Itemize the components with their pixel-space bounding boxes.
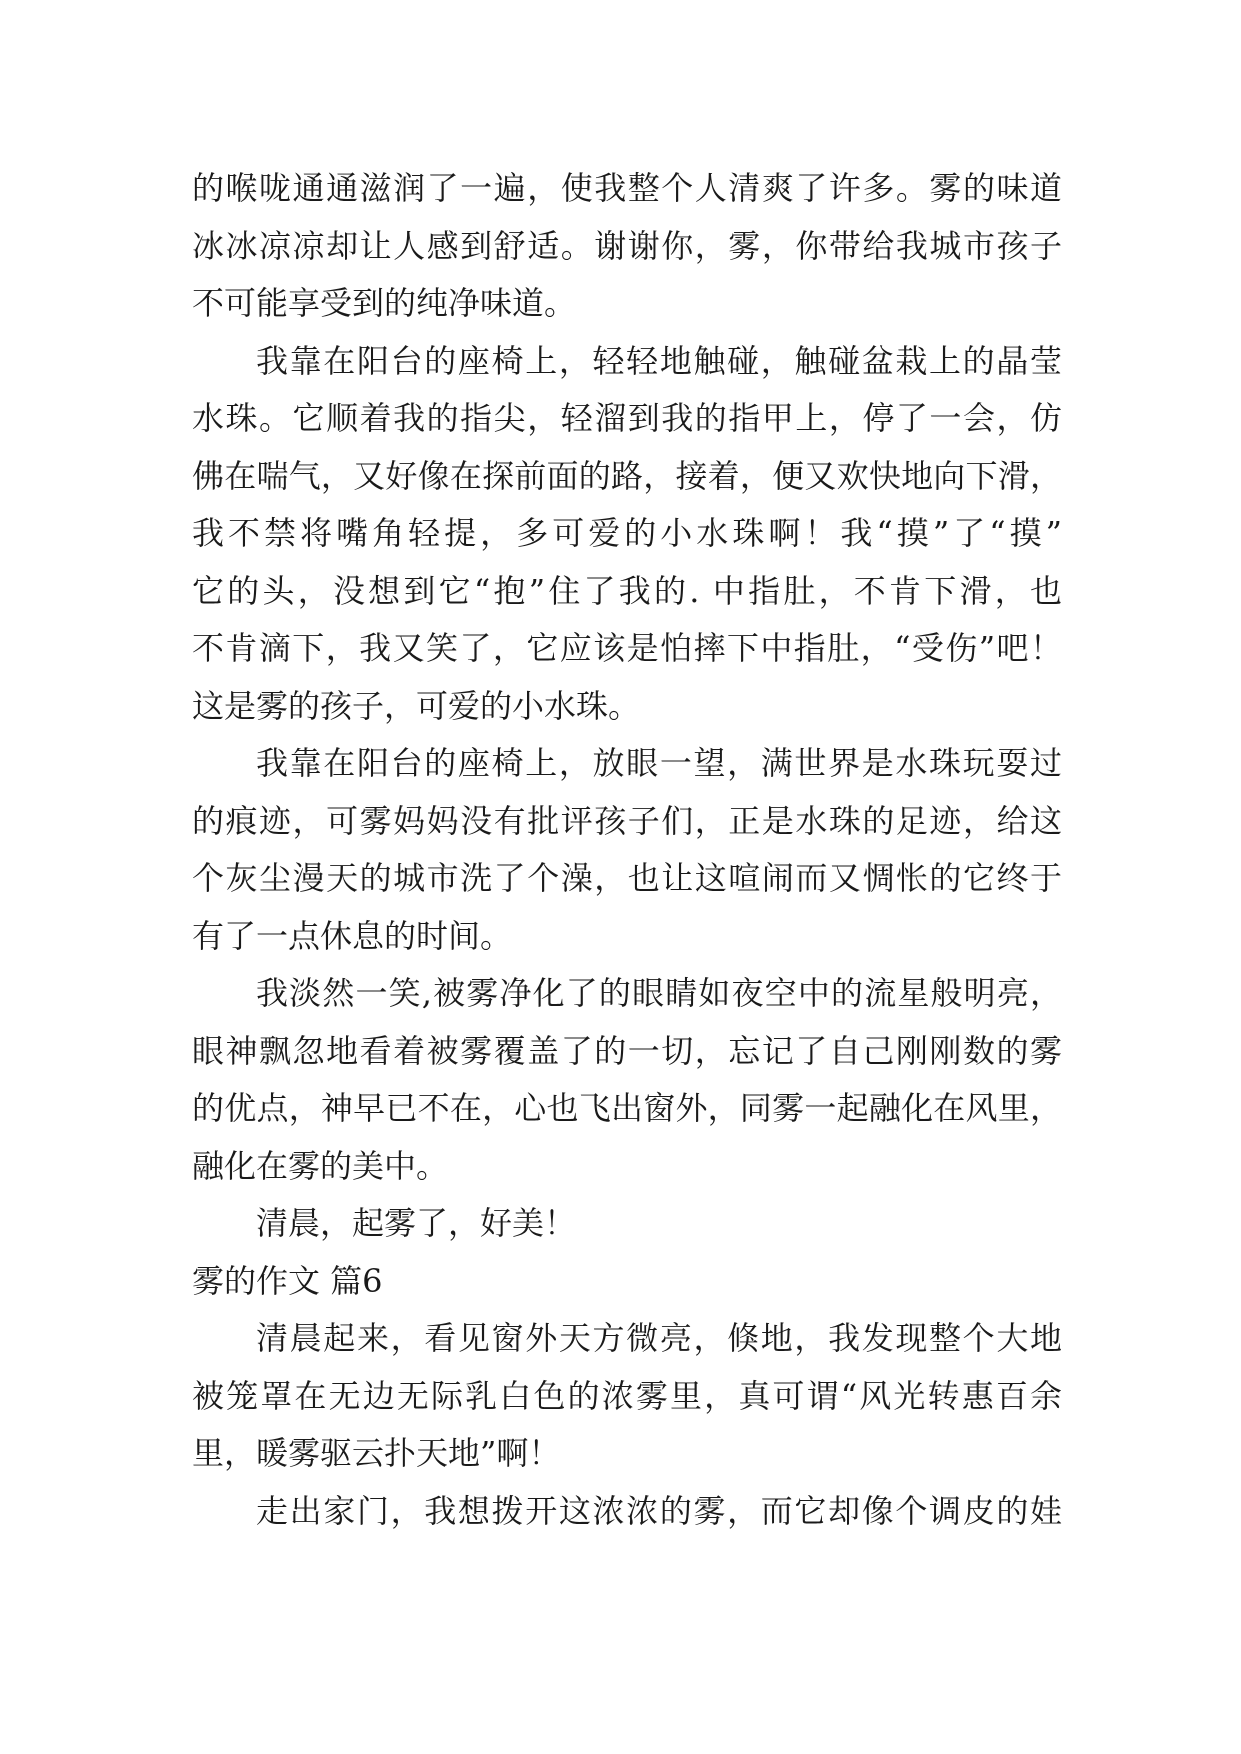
text-line: 不可能享受到的纯净味道。	[192, 284, 577, 322]
essay-text	[192, 160, 1062, 1540]
text-line: 冰冰凉凉却让人感到舒适。谢谢你，雾，你带给我城市孩子	[192, 226, 1062, 265]
text-line: 里，暖雾驱云扑天地”啊！	[192, 1434, 561, 1472]
text-line: 有了一点休息的时间。	[192, 916, 513, 955]
text-line: 它的头，没想到它“抱”住了我的. 中指肚，不肯下滑，也	[192, 571, 1062, 610]
text-line: 我靠在阳台的座椅上，放眼一望，满世界是水珠玩耍过	[256, 744, 1062, 782]
text-line: 佛在喘气，又好像在探前面的路，接着，便又欢快地向下滑，	[192, 456, 1062, 495]
text-line: 眼神飘忽地看着被雾覆盖了的一切，忘记了自己刚刚数的雾	[192, 1031, 1062, 1070]
text-line: 我靠在阳台的座椅上，轻轻地触碰，触碰盆栽上的晶莹	[256, 341, 1062, 380]
text-line: 不肯滴下，我又笑了，它应该是怕摔下中指肚，“受伤”吧！	[192, 629, 1062, 667]
text-line: 走出家门，我想拨开这浓浓的雾，而它却像个调皮的娃	[256, 1491, 1062, 1530]
text-line: 个灰尘漫天的城市洗了个澡，也让这喧闹而又惆怅的它终于	[192, 859, 1062, 897]
text-line: 清晨起来，看见窗外天方微亮，倏地，我发现整个大地	[256, 1319, 1062, 1357]
text-line: 我淡然一笑,被雾净化了的眼睛如夜空中的流星般明亮，	[256, 974, 1062, 1012]
text-line: 这是雾的孩子，可爱的小水珠。	[192, 686, 641, 725]
text-line: 融化在雾的美中。	[192, 1146, 449, 1185]
text-line: 的喉咙通通滋润了一遍，使我整个人清爽了许多。雾的味道	[192, 169, 1062, 207]
section-heading: 雾的作文 篇6	[192, 1261, 383, 1300]
text-line: 我不禁将嘴角轻提，多可爱的小水珠啊！我“摸”了“摸”	[192, 514, 1062, 552]
text-line: 被笼罩在无边无际乳白色的浓雾里，真可谓“风光转惠百余	[192, 1376, 1062, 1415]
text-line: 的优点，神早已不在，心也飞出窗外，同雾一起融化在风里，	[192, 1089, 1062, 1127]
text-line: 水珠。它顺着我的指尖，轻溜到我的指甲上，停了一会，仿	[192, 399, 1062, 437]
text-line: 清晨，起雾了，好美！	[256, 1204, 577, 1242]
text-line: 的痕迹，可雾妈妈没有批评孩子们，正是水珠的足迹，给这	[192, 801, 1062, 840]
